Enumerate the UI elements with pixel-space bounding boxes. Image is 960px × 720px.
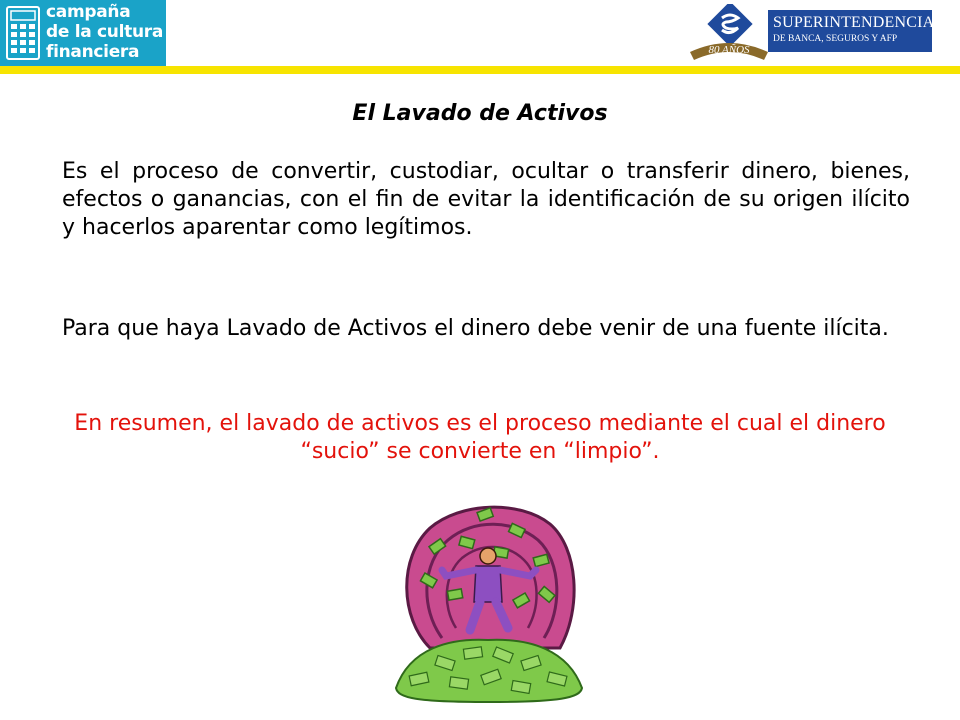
accent-bar [0,66,960,74]
slide-header [0,0,960,76]
campaign-line-1: campaña [46,2,131,22]
regulator-name: SUPERINTENDENCIA [773,14,935,31]
campaign-name [46,2,166,62]
anniversary-label: 80 AÑOS [708,44,750,56]
regulator-logo [768,10,935,52]
summary-text: En resumen, el lavado de activos es el proceso mediante el cual el dinero “sucio” se convierte en “limpio”. [74,411,886,464]
campaign-line-2: de la cultura [46,22,164,42]
calculator-icon [6,6,40,60]
person-in-money-pile-icon [390,498,586,704]
slide-title: El Lavado de Activos [352,101,608,126]
campaign-logo [0,0,168,66]
campaign-line-3: financiera [46,42,140,62]
regulator-subtitle: DE BANCA, SEGUROS Y AFP [773,34,898,44]
definition-paragraph: Es el proceso de convertir, custodiar, ocultar o transferir dinero, bienes, efectos o ganancias, con el fin de evitar la identificación de su origen ilícito y hacerlos aparentar como legítimos. [62,159,910,240]
condition-paragraph: Para que haya Lavado de Activos el dinero debe venir de una fuente ilícita. [62,316,889,341]
